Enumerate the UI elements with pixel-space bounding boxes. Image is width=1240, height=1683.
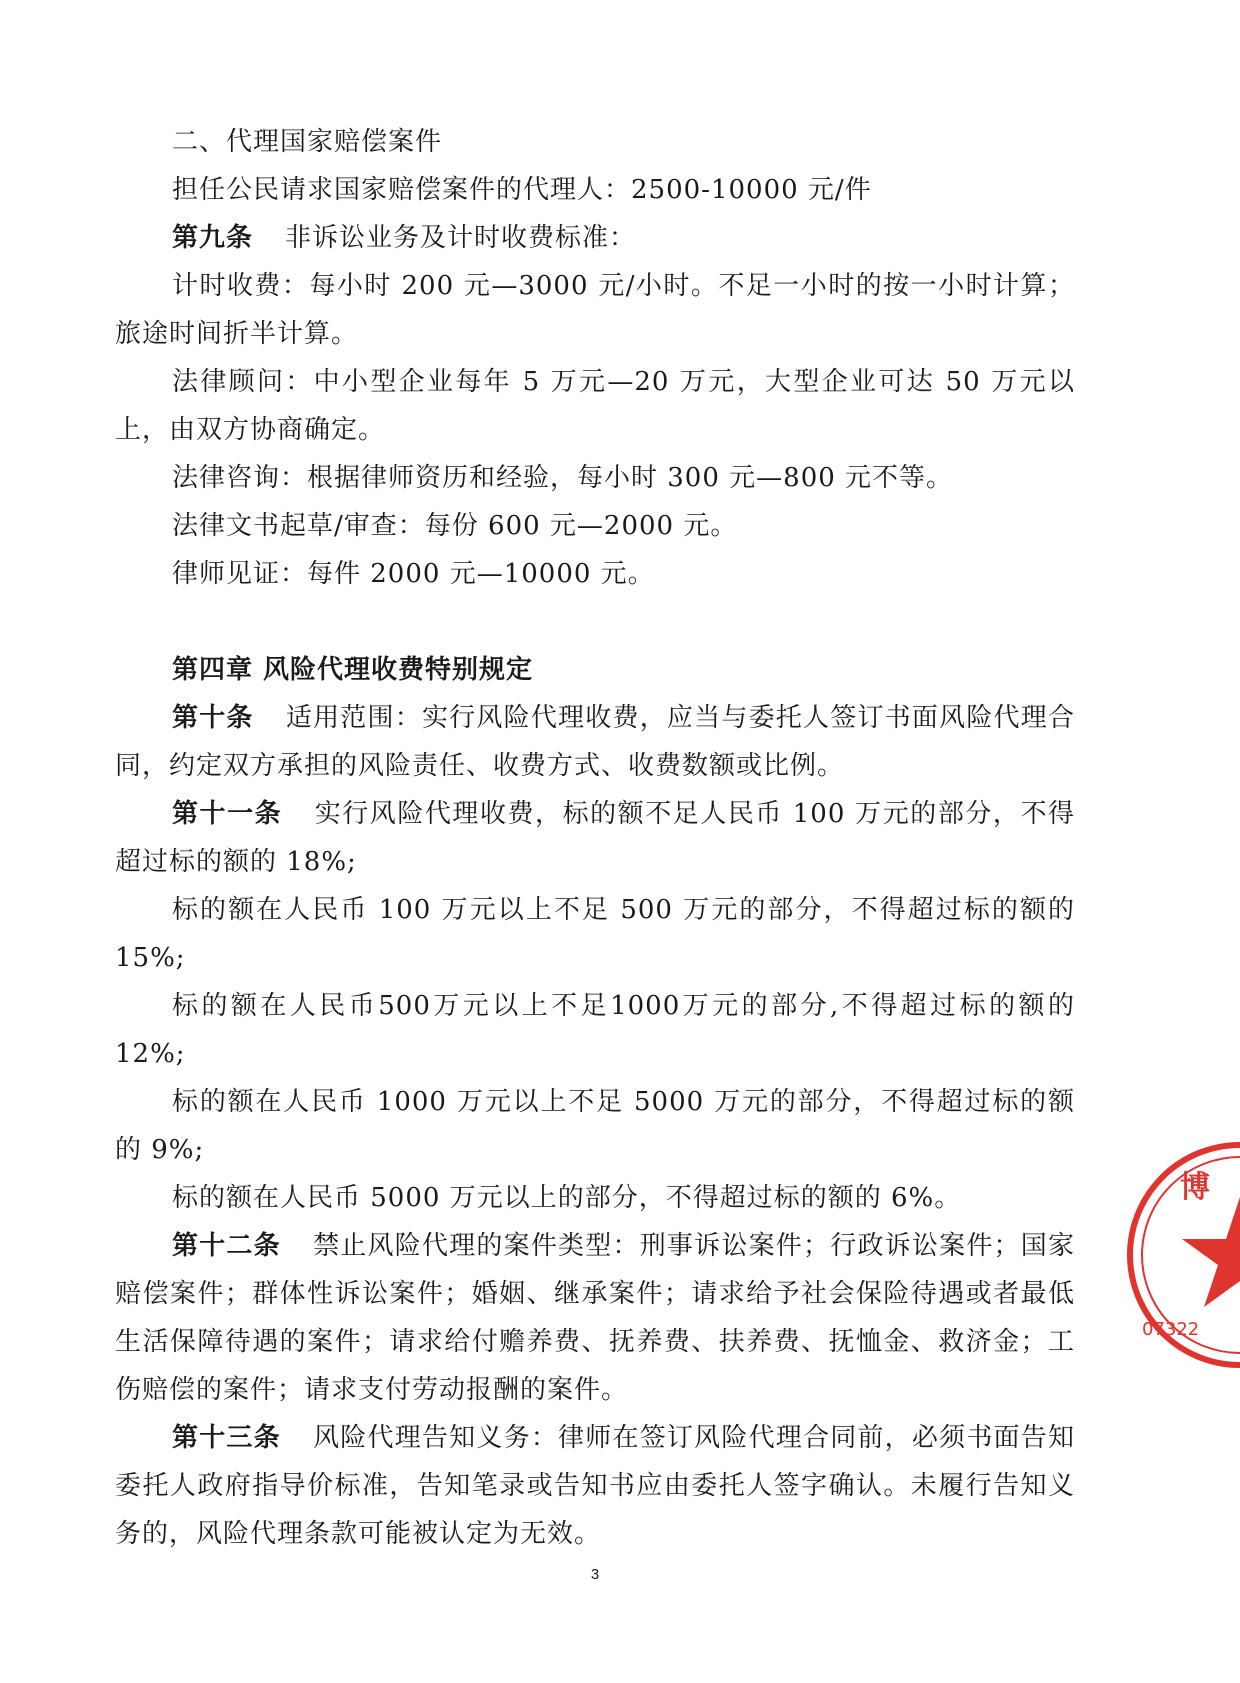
- article-10-text: 适用范围：实行风险代理收费，应当与委托人签订书面风险代理合同，约定双方承担的风险责任、收费方式、收费数额或比例。: [115, 703, 1075, 781]
- article-11-tier-4: 标的额在人民币 1000 万元以上不足 5000 万元的部分，不得超过标的额的 9%;: [115, 1087, 1075, 1165]
- article-9-item-witness: 律师见证：每件 2000 元—10000 元。: [172, 559, 655, 589]
- article-12-text: 禁止风险代理的案件类型：刑事诉讼案件；行政诉讼案件；国家赔偿案件；群体性诉讼案件；婚姻、继承案件；请求给予社会保险待遇或者最低生活保障待遇的案件；请求给付赡养费、抚养费、扶养费、抚恤金、救济金；工伤赔偿的案件；请求支付劳动报酬的案件。: [115, 1231, 1075, 1405]
- seal-number: 07322: [1142, 1319, 1200, 1340]
- official-seal: [1120, 1135, 1240, 1375]
- page-number: 3: [590, 1566, 600, 1583]
- article-11-label: 第十一条: [172, 799, 283, 829]
- seal-text: 博: [1180, 1170, 1210, 1205]
- article-12: [115, 1222, 1075, 1414]
- article-9-item-drafting: 法律文书起草/审查：每份 600 元—2000 元。: [172, 511, 738, 541]
- chapter-4-title: 第四章 风险代理收费特别规定: [172, 655, 534, 685]
- article-10-label: 第十条: [172, 703, 254, 733]
- article-12-label: 第十二条: [172, 1231, 281, 1261]
- section-heading-state-compensation: 二、代理国家赔偿案件: [172, 127, 443, 157]
- article-9: [115, 214, 1075, 262]
- seal-star-icon: [1182, 1197, 1240, 1307]
- article-11-tier-2: 标的额在人民币 100 万元以上不足 500 万元的部分，不得超过标的额的 15%;: [115, 895, 1075, 973]
- article-9-label: 第九条: [172, 223, 254, 253]
- article-10: [115, 694, 1075, 790]
- article-9-item-consultation: 法律咨询：根据律师资历和经验，每小时 300 元—800 元不等。: [172, 463, 954, 493]
- article-13-label: 第十三条: [172, 1423, 281, 1453]
- article-9-item-hourly: 计时收费：每小时 200 元—3000 元/小时。不足一小时的按一小时计算；旅途时间折半计算。: [115, 271, 1075, 349]
- article-9-item-legal-advisor: 法律顾问：中小型企业每年 5 万元—20 万元，大型企业可达 50 万元以上，由双方协商确定。: [115, 367, 1075, 445]
- article-11-tier-5: 标的额在人民币 5000 万元以上的部分，不得超过标的额的 6%。: [172, 1183, 962, 1213]
- article-11-tier-3: 标的额在人民币500万元以上不足1000万元的部分,不得超过标的额的 12%;: [115, 991, 1075, 1069]
- paragraph-state-compensation-fee: 担任公民请求国家赔偿案件的代理人：2500-10000 元/件: [172, 175, 872, 205]
- article-11: [115, 790, 1075, 886]
- article-11-text: 实行风险代理收费，标的额不足人民币 100 万元的部分，不得超过标的额的 18%;: [115, 799, 1075, 877]
- article-13-text: 风险代理告知义务：律师在签订风险代理合同前，必须书面告知委托人政府指导价标准，告知笔录或告知书应由委托人签字确认。未履行告知义务的，风险代理条款可能被认定为无效。: [115, 1423, 1075, 1549]
- article-9-title: 非诉讼业务及计时收费标准：: [285, 223, 637, 253]
- article-13: [115, 1414, 1075, 1558]
- document-body: [115, 118, 1075, 1558]
